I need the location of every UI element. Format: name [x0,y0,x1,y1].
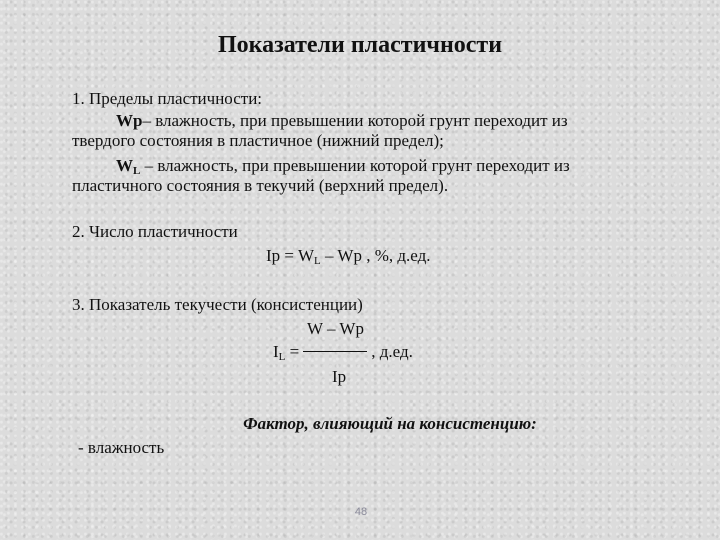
fraction-denominator: Ip [332,367,347,386]
equals-sign: = [285,342,300,361]
fraction-bar [303,351,367,352]
wp-definition-line1 [116,111,568,131]
formula-subscript: L [314,255,321,267]
factor-heading: Фактор, влияющий на консистенцию: [243,414,537,433]
plasticity-index-formula [266,246,431,271]
fraction-numerator: W – Wp [307,319,364,338]
wl-definition-line2: пластичного состояния в текучий (верхний предел). [72,176,449,195]
wl-text-1: – влажность, при превышении которой грунт переходит из [140,156,570,175]
liquidity-index-formula [273,342,413,367]
page-number: 48 [354,506,368,518]
wl-symbol: W [116,156,133,175]
lhs-symbol: I [273,342,279,361]
section3-heading: 3. Показатель текучести (консистенции) [72,295,363,314]
factor-item: - влажность [78,438,165,457]
formula-unit: , д.ед. [371,342,413,361]
section2-heading: 2. Число пластичности [72,222,238,241]
wp-definition-line2: твердого состояния в пластичное (нижний предел); [72,131,444,150]
wp-text-1: – влажность, при превышении которой грунт переходит из [142,111,568,130]
page-title: Показатели пластичности [217,32,503,58]
formula-right: – Wp , %, д.ед. [320,246,431,265]
wl-subscript: L [133,165,141,177]
lhs-subscript: L [278,351,286,363]
formula-left: Ip = W [266,246,314,265]
section1-heading: 1. Пределы пластичности: [72,89,263,108]
wp-symbol: Wp [116,111,143,130]
